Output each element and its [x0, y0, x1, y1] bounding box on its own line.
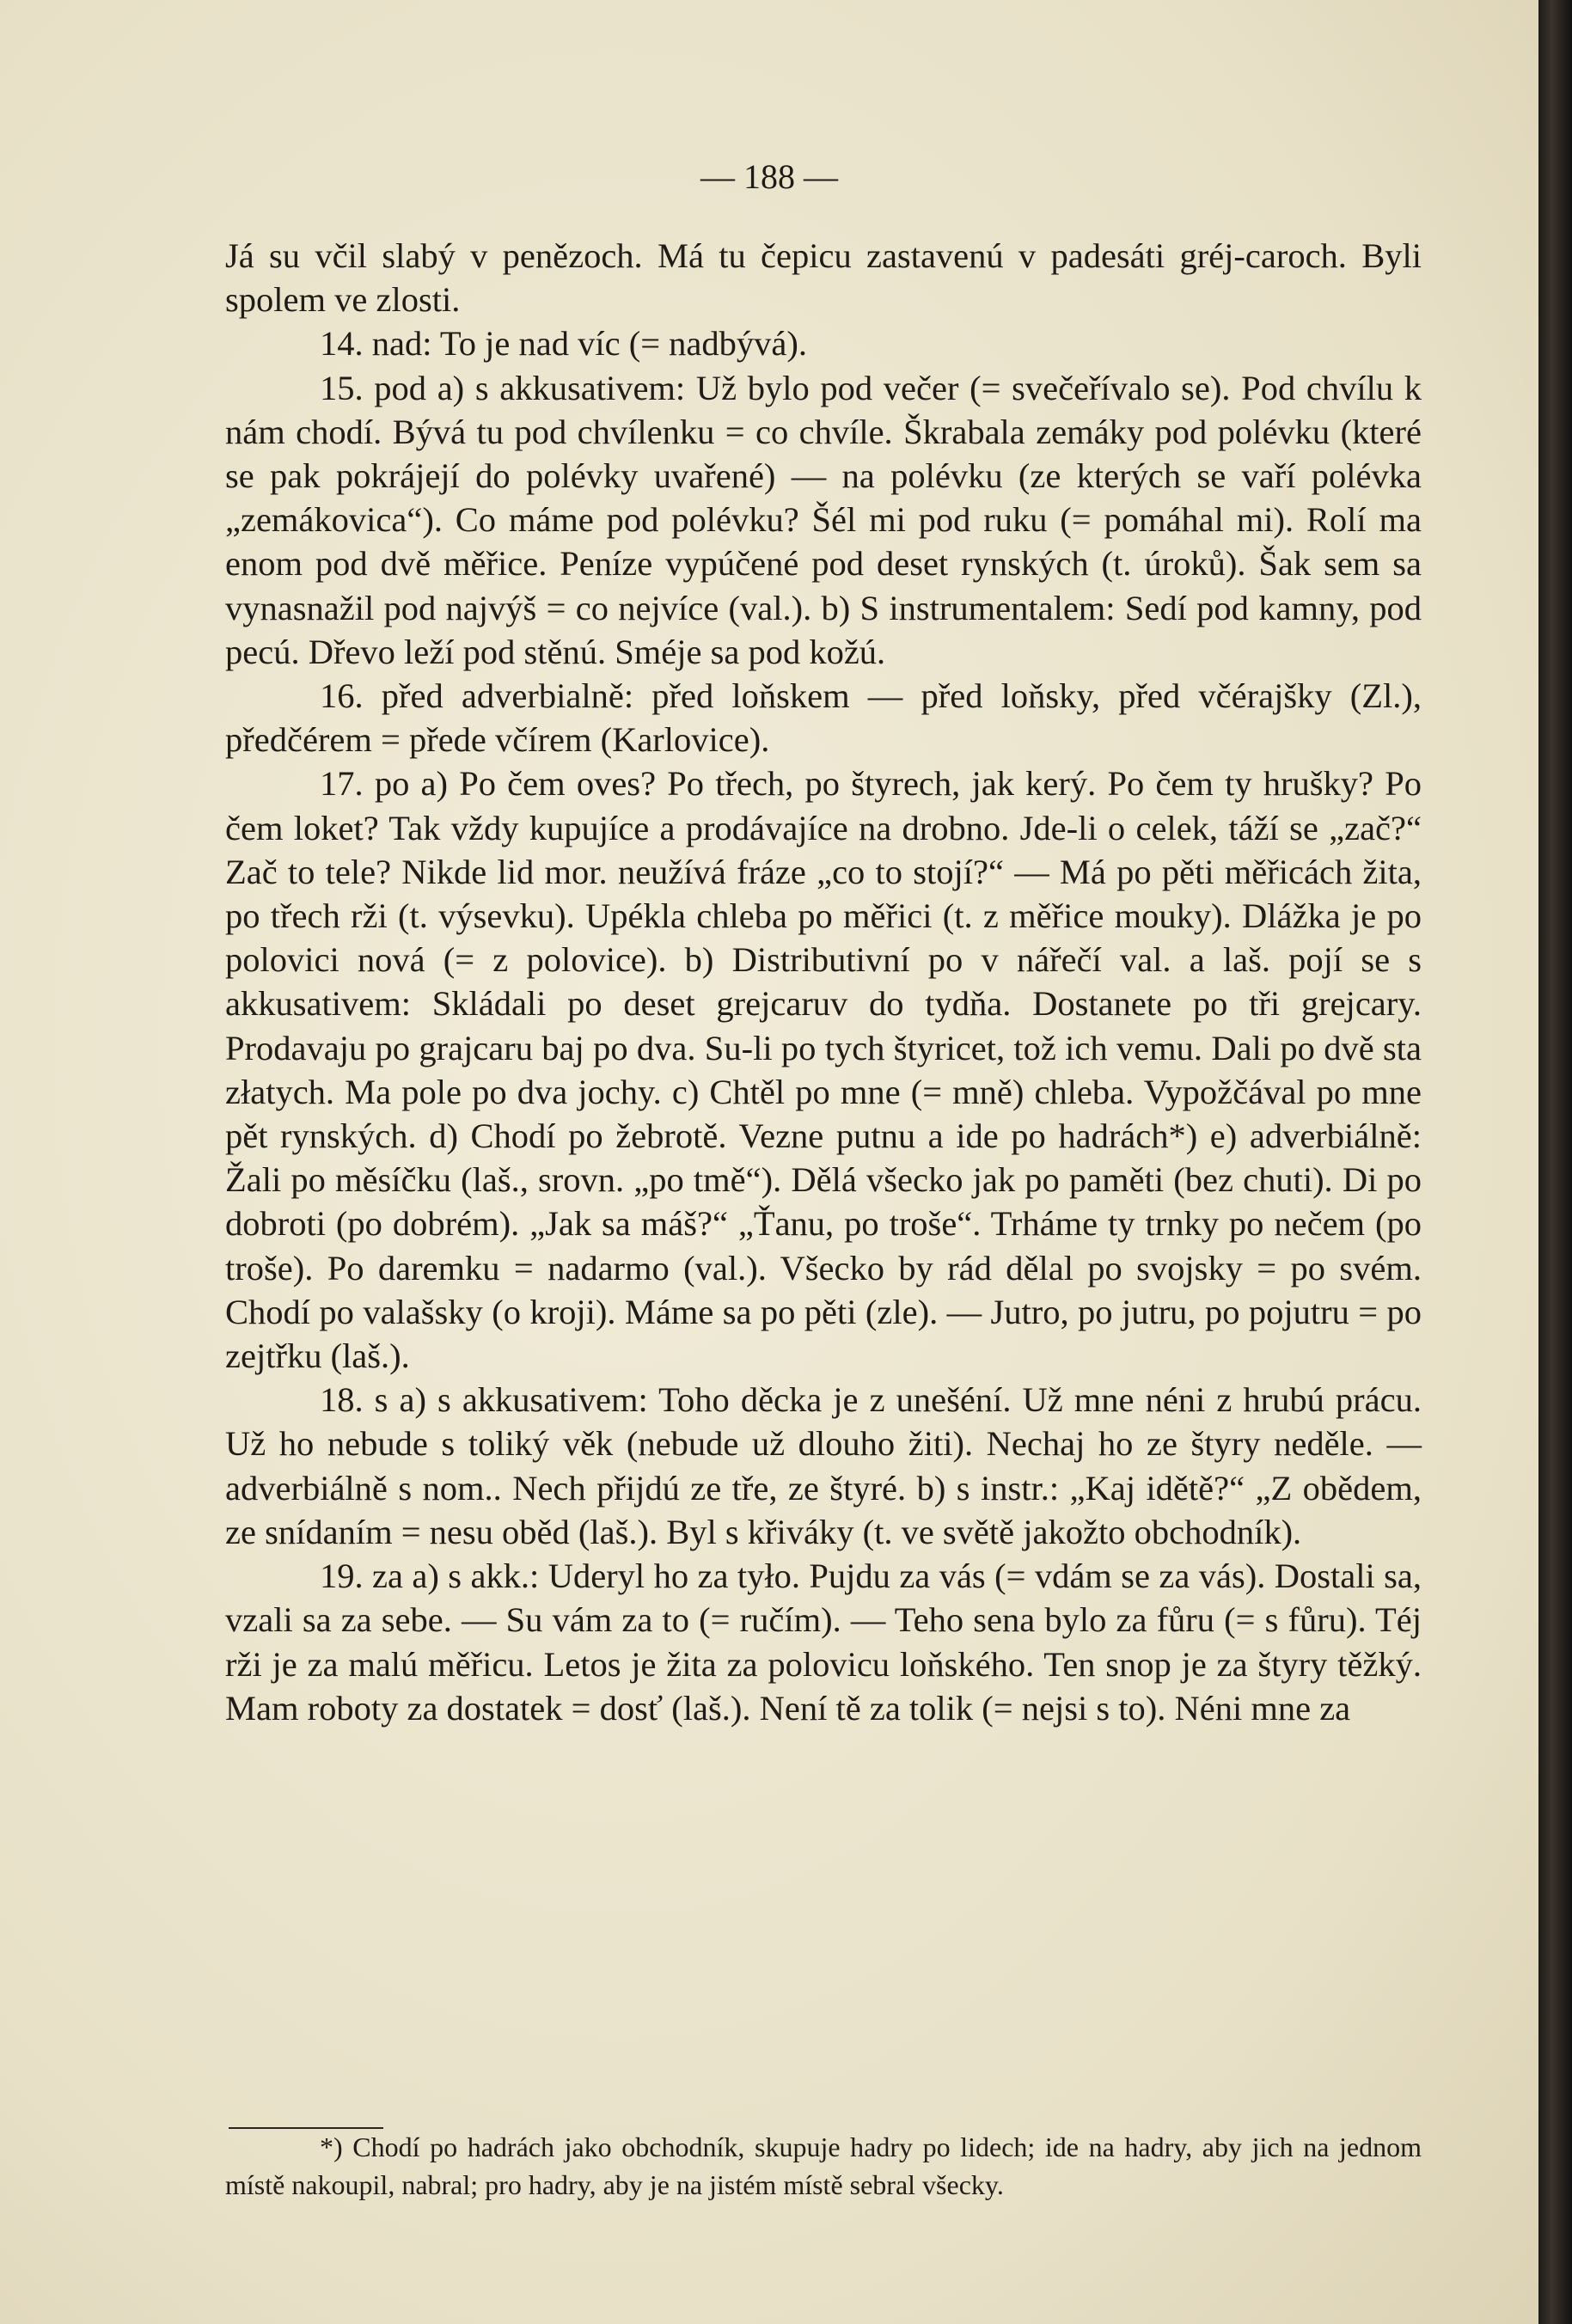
- paragraph-17-po: 17. po a) Po čem oves? Po třech, po štyrech, jak kerý. Po čem ty hrušky? Po čem loket? Tak vždy kupujíce a prodávajíce na drobno. Jde-li o celek, táží se „zač?“ Zač to tele? Nikde lid mor. neužívá fráze „co to stojí?“ — Má po pěti měřicách žita, po třech rži (t. výsevku). Upékla chleba po měřici (t. z měřice mouky). Dlážka je po polovici nová (= z polovice). b) Distributivní po v nářečí val. a laš. pojí se s akkusativem: Skládali po deset grejcaruv do tydňa. Dostanete po tři grejcary. Prodavaju po grajcaru baj po dva. Su-li po tych štyricet, tož ich vemu. Dali po dvě sta złatych. Ma pole po dva jochy. c) Chtěl po mne (= mně) chleba. Vypožčával po mne pět rynských. d) Chodí po žebrotě. Vezne putnu a ide po hadrách*) e) adverbiálně: Žali po měsíčku (laš., srovn. „po tmě“). Dělá všecko jak po paměti (bez chuti). Di po dobroti (po dobrém). „Jak sa máš?“ „Ťanu, po troše“. Trháme ty trnky po nečem (po troše). Po daremku = nadarmo (val.). Všecko by rád dělal po svojsky = po svém. Chodí po valašsky (o kroji). Máme sa po pěti (zle). — Jutro, po jutru, po pojutru = po zejtřku (laš.).: [225, 764, 1422, 1376]
- paragraph-15-pod: 15. pod a) s akkusativem: Už bylo pod večer (= svečeřívalo se). Pod chvílu k nám chodí. Bývá tu pod chvílenku = co chvíle. Škrabala zemáky pod polévku (které se pak pokrájejí do polévky uvařené) — na polévku (ze kterých se vaří polévka „zemákovica“). Co máme pod polévku? Šél mi pod ruku (= pomáhal mi). Rolí ma enom pod dvě měřice. Peníze vypúčené pod deset rynských (t. úroků). Šak sem sa vynasnažil pod najvýš = co nejvíce (val.). b) S instrumentalem: Sedí pod kamny, pod pecú. Dřevo leží pod stěnú. Sméje sa pod kožú.: [225, 368, 1422, 671]
- book-spine-edge: [1538, 0, 1572, 2324]
- paragraph-14-nad: 14. nad: To je nad víc (= nadbývá).: [320, 324, 807, 364]
- page-number: — 188 —: [700, 157, 838, 196]
- paragraph-19-za: 19. za a) s akk.: Uderyl ho za tyło. Pujdu za vás (= vdám se za vás). Dostali sa, vzali sa za sebe. — Su vám za to (= ručím). — Teho sena bylo za fůru (= s fůru). Téj rži je za malú měřicu. Letos je žita za polovicu loňského. Ten snop je za štyry těžký. Mam roboty za dostatek = dosť (laš.). Není tě za tolik (= nejsi s to). Néni mne za: [225, 1556, 1422, 1728]
- paragraph-carryover: Já su včil slabý v penězoch. Má tu čepicu zastavenú v padesáti gréj-caroch. Byli spolem ve zlosti.: [225, 236, 1422, 320]
- page-body: [225, 234, 1422, 1730]
- footnote: *) Chodí po hadrách jako obchodník, skupuje hadry po lidech; ide na hadry, aby jich na jednom místě nakoupil, nabral; pro hadry, aby je na jistém místě sebral všecky.: [225, 2131, 1422, 2200]
- paragraph-18-s: 18. s a) s akkusativem: Toho děcka je z unešéní. Už mne néni z hrubú prácu. Už ho nebude s toliký věk (nebude už dlouho žiti). Nechaj ho ze štyry neděle. — adverbiálně s nom.. Nech přijdú ze tře, ze štyré. b) s instr.: „Kaj idětě?“ „Z obědem, ze snídaním = nesu oběd (laš.). Byl s křiváky (t. ve světě jakožto obchodník).: [225, 1380, 1422, 1551]
- paragraph-16-pred: 16. před adverbialně: před loňskem — před loňsky, před včérajšky (Zl.), předčérem = přede včírem (Karlovice).: [225, 676, 1422, 760]
